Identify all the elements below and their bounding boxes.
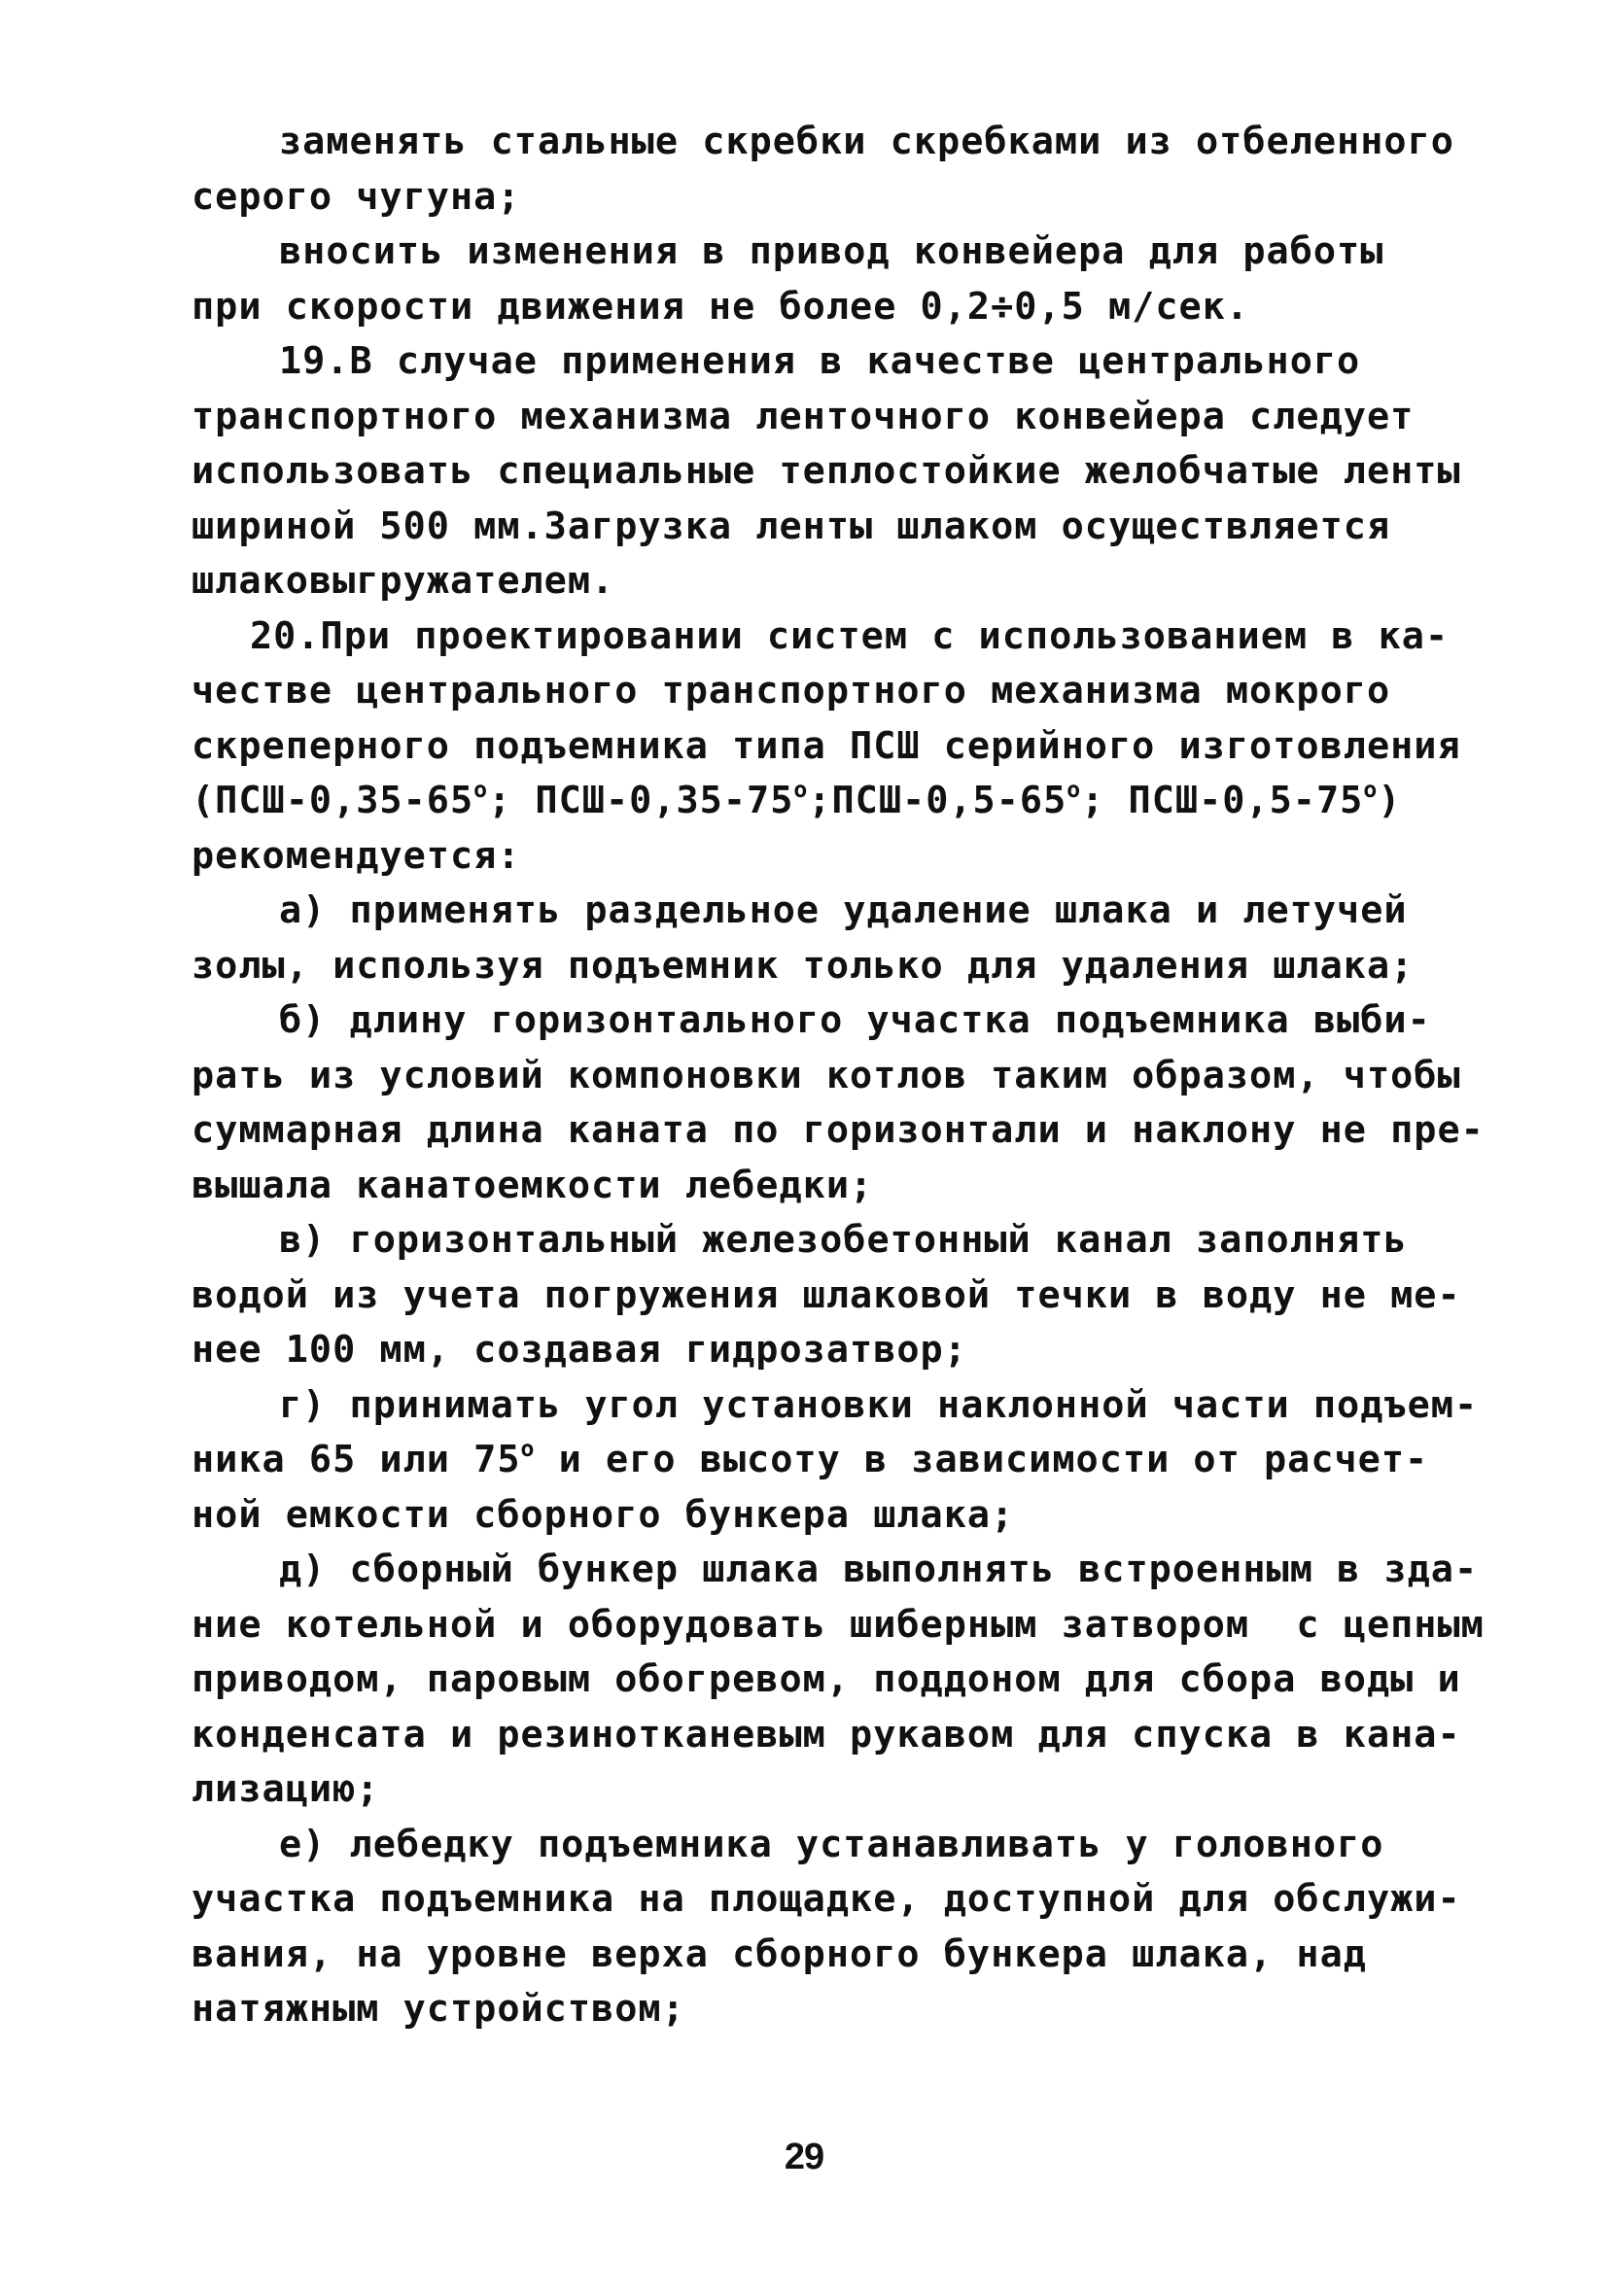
angle-text: и его высоту в зависимости от расчет- (535, 1438, 1429, 1481)
model-text: ) (1378, 779, 1402, 822)
text-line: рать из условий компоновки котлов таким образом, чтобы (192, 1053, 1461, 1097)
text-line: нее 100 мм, создавая гидрозатвор; (192, 1328, 967, 1372)
angle-text: ника 65 или 75 (192, 1438, 521, 1481)
degree-sign: о (1066, 777, 1082, 803)
text-line: скреперного подъемника типа ПСШ серийного изготовления (192, 723, 1461, 768)
list-item-d: д) сборный бункер шлака выполнять встроенным в зда- (279, 1548, 1479, 1591)
model-text: ;ПСШ-0,5-65 (808, 779, 1067, 822)
list-item-g: г) принимать угол установки наклонной части подъем- (279, 1382, 1479, 1427)
text-line: ние котельной и оборудовать шиберным затвором с цепным (192, 1602, 1485, 1647)
document-body (192, 115, 1485, 2037)
model-text: (ПСШ-0,35-65 (192, 779, 474, 822)
degree-sign: о (1363, 777, 1379, 803)
text-line: транспортного механизма ленточного конвейера следует (192, 394, 1415, 438)
list-item-e: е) лебедку подъемника устанавливать у головного (279, 1822, 1384, 1866)
degree-sign: о (520, 1436, 536, 1462)
text-line: золы, используя подъемник только для удаления шлака; (192, 943, 1415, 988)
list-item-a: а) применять раздельное удаление шлака и летучей (279, 888, 1408, 932)
text-line: шлаковыгружателем. (192, 559, 615, 603)
list-item-v: в) горизонтальный железобетонный канал заполнять (279, 1218, 1408, 1262)
paragraph-19-start: 19.В случае применения в качестве центрального (279, 339, 1361, 383)
text-line: заменять стальные скребки скребками из отбеленного (279, 120, 1454, 163)
model-text: ; ПСШ-0,5-75 (1081, 779, 1364, 822)
text-line: честве центрального транспортного механизма мокрого (192, 669, 1391, 713)
text-line: суммарная длина каната по горизонтали и наклону не пре- (192, 1108, 1485, 1152)
text-line: серого чугуна; (192, 174, 521, 219)
list-item-b: б) длину горизонтального участка подъемника выби- (279, 998, 1431, 1042)
text-line: конденсата и резинотканевым рукавом для спуска в кана- (192, 1712, 1461, 1757)
degree-sign: о (473, 777, 489, 803)
text-line: вышала канатоемкости лебедки; (192, 1163, 874, 1207)
text-line: приводом, паровым обогревом, поддоном для сбора воды и (192, 1657, 1461, 1701)
text-line: при скорости движения не более 0,2÷0,5 м/сек. (192, 284, 1250, 329)
text-line: ной емкости сборного бункера шлака; (192, 1492, 1015, 1537)
text-line: рекомендуется: (192, 833, 521, 878)
paragraph-20-start: 20.При проектировании систем с использованием в ка- (250, 613, 1450, 658)
angle-line (192, 1433, 1446, 1488)
text-line: шириной 500 мм.Загрузка ленты шлаком осуществляется (192, 504, 1391, 548)
page-number: 29 (784, 2137, 824, 2177)
model-text: ; ПСШ-0,35-75 (488, 779, 794, 822)
degree-sign: о (793, 777, 809, 803)
text-line: натяжным устройством; (192, 1987, 685, 2031)
text-line: вания, на уровне верха сборного бункера шлака, над (192, 1931, 1367, 1976)
text-line: лизацию; (192, 1767, 380, 1811)
text-line: участка подъемника на площадке, доступной для обслужи- (192, 1877, 1461, 1921)
model-list-line (192, 774, 1446, 829)
text-line: использовать специальные теплостойкие желобчатые ленты (192, 449, 1461, 493)
text-line: водой из учета погружения шлаковой течки в воду не ме- (192, 1272, 1461, 1317)
text-line: вносить изменения в привод конвейера для работы (279, 229, 1384, 273)
